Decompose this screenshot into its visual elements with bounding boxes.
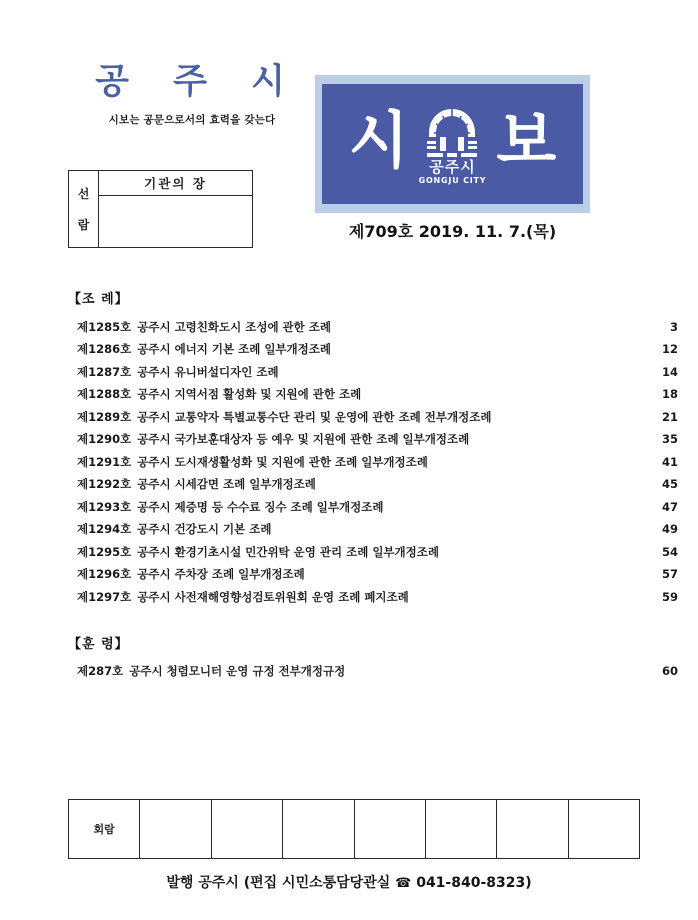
dot-leader bbox=[337, 352, 646, 353]
dot-leader bbox=[337, 330, 646, 331]
dot-leader bbox=[445, 555, 646, 556]
toc-item-number: 제1289호 bbox=[77, 409, 132, 424]
toc-item-page: 47 bbox=[661, 499, 678, 514]
logo-inner-panel bbox=[322, 84, 583, 204]
gazette-logo-banner bbox=[315, 75, 590, 213]
section-title: 【훈 령】 bbox=[68, 636, 129, 652]
circulation-cell[interactable] bbox=[426, 800, 497, 858]
toc-item-label: 공주시 에너지 기본 조례 일부개정조례 bbox=[137, 342, 331, 356]
list-item[interactable] bbox=[77, 384, 678, 407]
toc-item-number: 제1293호 bbox=[77, 499, 132, 514]
toc-item-page: 18 bbox=[661, 387, 678, 401]
toc-item-page: 59 bbox=[661, 589, 678, 604]
toc-item-label: 공주시 사전재해영향성검토위원회 운영 조례 폐지조례 bbox=[137, 589, 409, 604]
table-of-contents bbox=[68, 288, 678, 683]
circulation-cell-label: 회람 bbox=[69, 800, 140, 858]
dot-leader bbox=[322, 487, 646, 488]
masthead-subtitle: 시보는 공문으로서의 효력을 갖는다 bbox=[108, 114, 276, 127]
logo-char-bo: 보 bbox=[496, 104, 557, 178]
dot-leader bbox=[311, 577, 646, 578]
list-item[interactable] bbox=[77, 406, 678, 429]
circulation-cell[interactable] bbox=[212, 800, 283, 858]
dot-leader bbox=[434, 465, 646, 466]
telephone-icon: ☎ bbox=[395, 876, 412, 891]
stamp-label-bottom: 람 bbox=[77, 217, 90, 232]
section-directives bbox=[68, 633, 678, 684]
dot-leader bbox=[389, 510, 646, 511]
toc-item-page: 21 bbox=[661, 409, 678, 424]
stamp-label-top: 선 bbox=[77, 186, 90, 201]
masthead bbox=[62, 62, 322, 127]
dot-leader bbox=[285, 375, 646, 376]
toc-item-number: 제287호 bbox=[77, 664, 124, 678]
toc-item-page: 12 bbox=[661, 342, 678, 356]
toc-item-label: 공주시 시세감면 조례 일부개정조례 bbox=[137, 477, 316, 491]
toc-item-number: 제1295호 bbox=[77, 544, 132, 559]
toc-item-number: 제1292호 bbox=[77, 477, 132, 491]
toc-item-number: 제1297호 bbox=[77, 589, 132, 604]
list-item[interactable] bbox=[77, 541, 678, 564]
list-item[interactable] bbox=[77, 339, 678, 362]
dot-leader bbox=[351, 674, 646, 675]
gongju-city-emblem bbox=[419, 103, 487, 185]
toc-item-page: 3 bbox=[669, 319, 678, 334]
toc-item-page: 57 bbox=[661, 567, 678, 581]
list-item[interactable] bbox=[77, 519, 678, 542]
toc-item-number: 제1285호 bbox=[77, 319, 132, 334]
section-title: 【조 례】 bbox=[68, 292, 129, 307]
emblem-label-english: GONGJU CITY bbox=[418, 176, 487, 185]
toc-item-number: 제1294호 bbox=[77, 522, 132, 536]
toc-item-number: 제1291호 bbox=[77, 454, 132, 469]
toc-item-page: 35 bbox=[661, 432, 678, 446]
toc-item-page: 54 bbox=[661, 544, 678, 559]
toc-item-label: 공주시 환경기초시설 민간위탁 운영 관리 조례 일부개정조례 bbox=[137, 544, 439, 559]
stamp-header-label: 기관의 장 bbox=[99, 171, 252, 196]
list-item[interactable] bbox=[77, 586, 678, 609]
circulation-table bbox=[68, 799, 640, 859]
circulation-cell[interactable] bbox=[355, 800, 426, 858]
toc-item-label: 공주시 지역서점 활성화 및 지원에 관한 조례 bbox=[137, 387, 362, 401]
toc-item-label: 공주시 유니버설디자인 조례 bbox=[137, 364, 279, 379]
list-item[interactable] bbox=[77, 451, 678, 474]
publisher-footer bbox=[0, 872, 698, 892]
circulation-cell[interactable] bbox=[569, 800, 639, 858]
emblem-label-korean: 공주시 bbox=[429, 158, 476, 176]
list-item[interactable] bbox=[77, 661, 678, 684]
list-item[interactable] bbox=[77, 564, 678, 587]
dot-leader bbox=[277, 532, 646, 533]
toc-item-page: 45 bbox=[661, 477, 678, 491]
list-item[interactable] bbox=[77, 361, 678, 384]
circulation-cell[interactable] bbox=[497, 800, 568, 858]
circulation-cell[interactable] bbox=[140, 800, 211, 858]
toc-item-label: 공주시 도시재생활성화 및 지원에 관한 조례 일부개정조례 bbox=[137, 454, 428, 469]
page-title: 공 주 시 bbox=[95, 62, 301, 102]
dot-leader bbox=[415, 600, 646, 601]
list-item[interactable] bbox=[77, 429, 678, 452]
toc-item-number: 제1288호 bbox=[77, 387, 132, 401]
toc-item-label: 공주시 제증명 등 수수료 징수 조례 일부개정조례 bbox=[137, 499, 384, 514]
toc-item-page: 14 bbox=[661, 364, 678, 379]
list-item[interactable] bbox=[77, 316, 678, 339]
list-item[interactable] bbox=[77, 474, 678, 497]
approval-stamp-box bbox=[68, 170, 253, 248]
toc-item-label: 공주시 청렴모니터 운영 규정 전부개정규정 bbox=[129, 664, 346, 678]
issue-line: 제709호 2019. 11. 7.(목) bbox=[348, 222, 557, 241]
toc-item-label: 공주시 건강도시 기본 조례 bbox=[137, 522, 272, 536]
toc-item-number: 제1287호 bbox=[77, 364, 132, 379]
list-item[interactable] bbox=[77, 496, 678, 519]
footer-text-before: 발행 공주시 (편집 시민소통담당관실 bbox=[166, 875, 391, 891]
toc-item-number: 제1290호 bbox=[77, 432, 132, 446]
stamp-side-label bbox=[69, 171, 99, 247]
toc-item-page: 60 bbox=[661, 664, 678, 678]
dot-leader bbox=[497, 420, 646, 421]
dot-leader bbox=[475, 442, 646, 443]
stamp-main bbox=[99, 171, 252, 247]
toc-item-number: 제1286호 bbox=[77, 342, 132, 356]
toc-item-label: 공주시 국가보훈대상자 등 예우 및 지원에 관한 조례 일부개정조례 bbox=[137, 432, 470, 446]
city-gate-arch-icon bbox=[421, 107, 483, 159]
section-ordinances bbox=[68, 288, 678, 609]
toc-item-page: 41 bbox=[661, 454, 678, 469]
toc-item-page: 49 bbox=[661, 522, 678, 536]
toc-item-label: 공주시 고령친화도시 조성에 관한 조례 bbox=[137, 319, 331, 334]
circulation-cell[interactable] bbox=[283, 800, 354, 858]
dot-leader bbox=[367, 397, 646, 398]
stamp-signature-area bbox=[99, 196, 252, 247]
logo-char-si: 시 bbox=[348, 104, 409, 178]
toc-item-label: 공주시 주차장 조례 일부개정조례 bbox=[137, 567, 305, 581]
toc-item-label: 공주시 교통약자 특별교통수단 관리 및 운영에 관한 조례 전부개정조례 bbox=[137, 409, 492, 424]
footer-phone-number: 041-840-8323) bbox=[416, 875, 532, 891]
toc-item-number: 제1296호 bbox=[77, 567, 132, 581]
